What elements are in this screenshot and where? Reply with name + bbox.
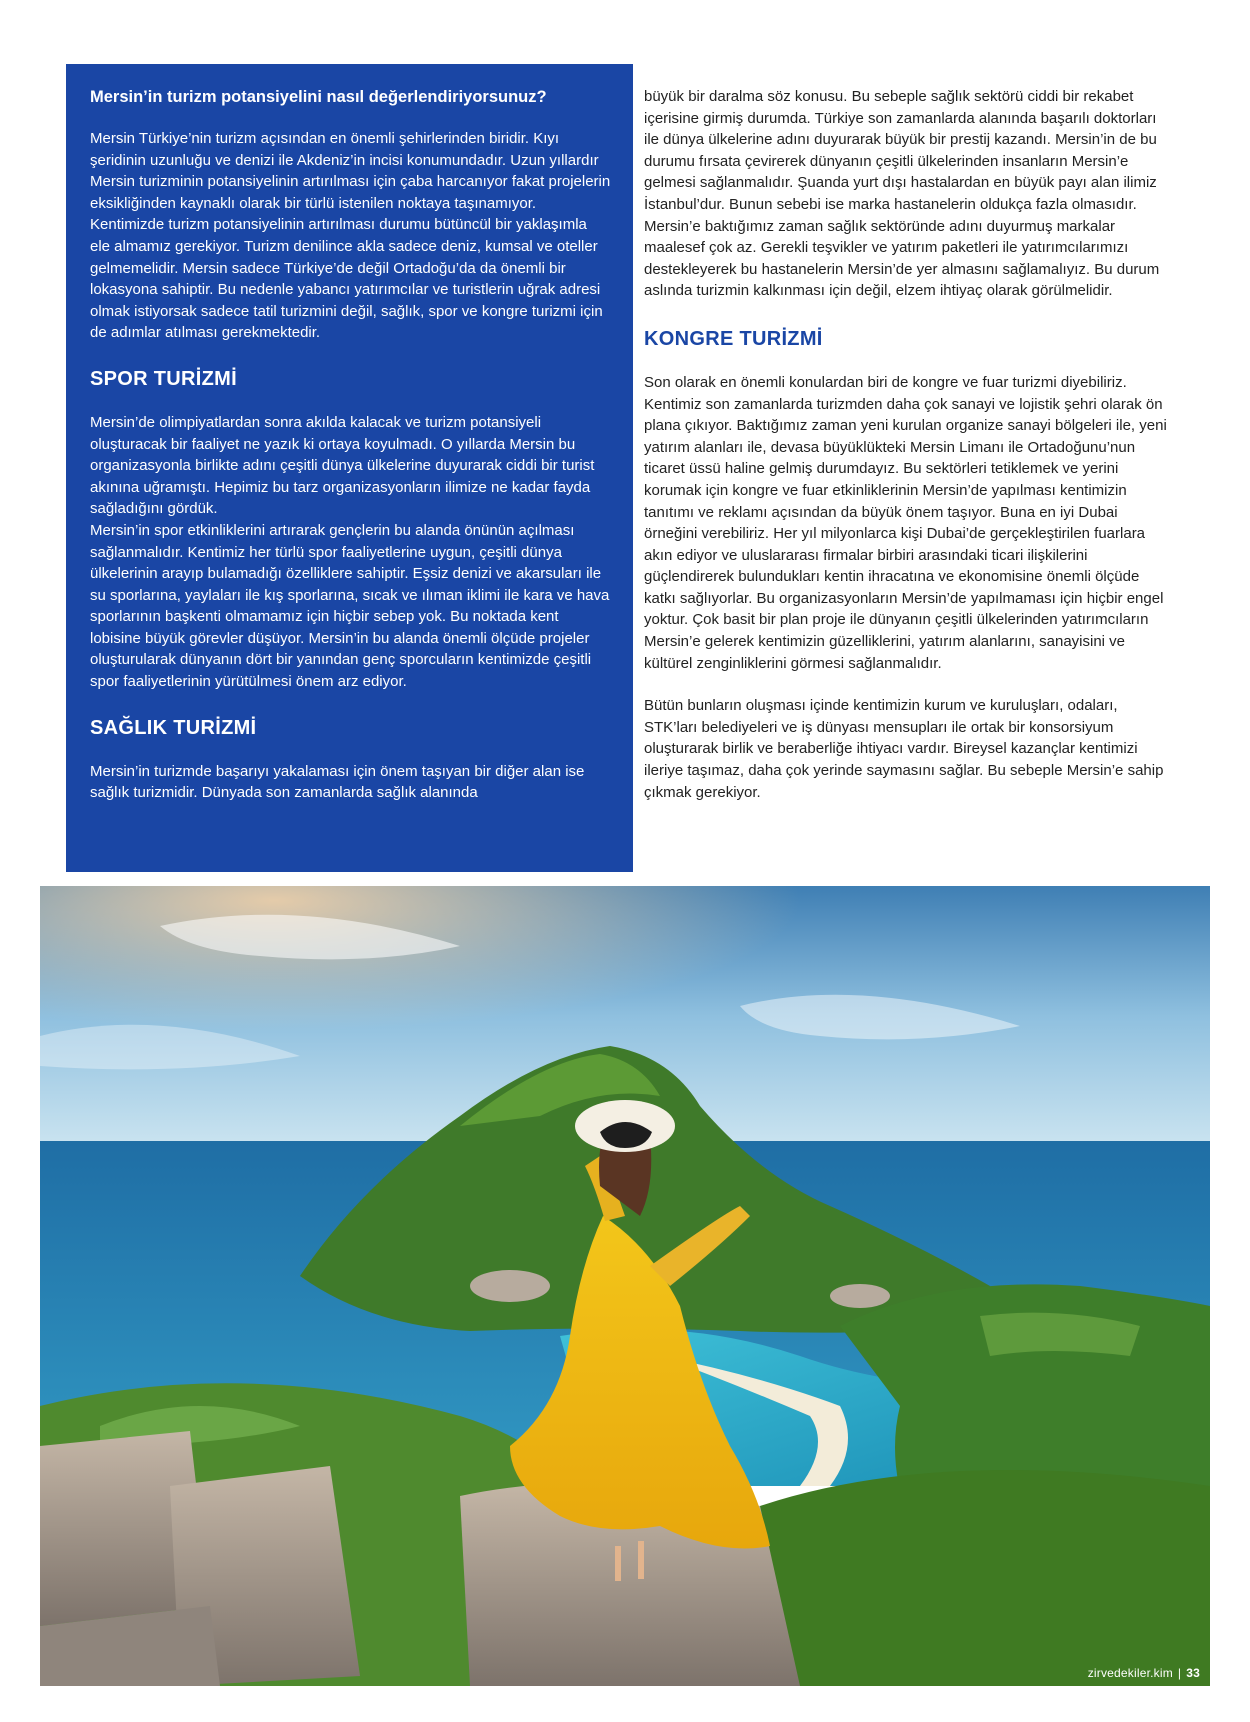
intro-paragraph: Mersin Türkiye’nin turizm açısından en önemli şehirlerinden biridir. Kıyı şeridinin uzunluğu ve denizi ile Akdeniz’in incisi konumundadır. Uzun yıllardır Mersin turizminin potansiyelinin artırılması için çaba harcanıyor fakat projelerin eksikliğinden kaynaklı olarak bir türlü istenilen noktaya taşınamıyor. Kentimizde turizm potansiyelinin artırılması durumu bütüncül bir yaklaşımla ele almamız gerekiyor. Turizm denilince akla sadece deniz, kumsal ve oteller gelmemelidir. Mersin sadece Türkiye’de değil Ortadoğu’da da önemli bir lokasyona sahiptir. Bu nedenle yabancı yatırımcılar ve turistlerin uğrak adresi olmak istiyorsak sadece tatil turizmini değil, sağlık, spor ve kongre turizmi için de adımlar atılması gerekmektedir. xyxy=(90,130,611,342)
page-number: 33 xyxy=(1186,1666,1200,1680)
site-name: zirvedekiler.kim xyxy=(1087,1666,1173,1680)
kongre-heading: KONGRE TURİZMİ xyxy=(644,327,823,350)
saglik-paragraph-start: Mersin’in turizmde başarıyı yakalaması için önem taşıyan bir diğer alan ise sağlık turizmidir. Dünyada son zamanlarda sağlık alanında xyxy=(90,762,585,802)
spor-paragraph-1: Mersin’de olimpiyatlardan sonra akılda kalacak ve turizm potansiyeli oluşturacak bir faaliyet ne yazık ki ortaya koyulmadı. O yıllarda Mersin bu organizasyonla birlikte adını çeşitli dünya ülkelerine duyurarak ciddi bir turist akınına uğramıştı. Hepimiz bu tarz organizasyonların ilimize ne kadar fayda sağladığını gördük. xyxy=(90,413,595,518)
saglik-paragraph-continued: büyük bir daralma söz konusu. Bu sebeple sağlık sektörü ciddi bir rekabet içerisine girmiş durumda. Türkiye son zamanlarda alanında başarılı doktorları ile dünya ülkelerine adını duyurarak büyük bir prestij kazandı. Mersin’in de bu durumu fırsata çevirerek dünyanın çeşitli ülkelerinden insanların Mersin’e gelmesi sağlanmalıdır. Şuanda yurt dışı hastalardan en büyük payı alan ilimiz İstanbul’dur. Bunun sebebi ise marka hastanelerin oldukça fazla olmasıdır. Mersin’e baktığımız zaman sağlık sektöründe adını duyurmuş markalar maalesef çok az. Gerekli teşvikler ve yatırım paketleri ile yatırımcılarımızı destekleyerek bu hastanelerin Mersin’de yer almasını sağlamalıyız. Bu durum aslında turizmin kalkınması için değil, elzem ihtiyaç olarak görülmelidir. xyxy=(644,88,1160,300)
interview-question: Mersin’in turizm potansiyelini nasıl değerlendiriyorsunuz? xyxy=(90,88,547,106)
island-photo xyxy=(40,886,1210,1686)
island-photo-illustration xyxy=(40,886,1210,1686)
interview-box xyxy=(66,64,633,872)
saglik-heading: SAĞLIK TURİZMİ xyxy=(90,716,257,739)
kongre-paragraph-2: Bütün bunların oluşması içinde kentimizin kurum ve kuruluşları, odaları, STK’ları belediyeleri ve iş dünyası mensupları ile ortak bir konsorsiyum oluşturarak birlik ve beraberliğe ihtiyacı vardır. Bireysel kazançlar kentimizi ileriye taşımaz, daha çok yerinde saymasını sağlar. Bu sebeple Mersin’e sahip çıkmak gerekiyor. xyxy=(644,697,1164,801)
page-footer xyxy=(1088,1666,1200,1680)
spor-paragraph-2: Mersin’in spor etkinliklerini artırarak gençlerin bu alanda önünün açılması sağlanmalıdır. Kentimiz her türlü spor faaliyetlerine uygun, çeşitli dünya ülkelerinin arayıp bulamadığı özelliklere sahiptir. Eşsiz denizi ve akarsuları ile su sporlarına, yaylaları ile kış sporlarına, sıcak ve ılıman iklimi ile kara ve hava sporlarının başkenti olmamamız için hiçbir sebep yok. Bu noktada kent lobisine büyük görevler düşüyor. Mersin’in bu alanda önemli ölçüde projeler oluşturularak dünyanın dört bir yanından genç sporcuların kentimizde çeşitli spor faaliyetlerinin yürütülmesi önem arz ediyor. xyxy=(90,521,610,691)
footer-separator: | xyxy=(1177,1666,1182,1680)
right-column xyxy=(644,86,1168,803)
kongre-paragraph-1: Son olarak en önemli konulardan biri de kongre ve fuar turizmi diyebiliriz. Kentimiz son zamanlarda turizmden daha çok sanayi ve lojistik şehri olarak ön plana çıkıyor. Baktığımız zaman yeni kurulan organize sanayi bölgeleri ile, yeni yatırım alanları ile, devasa büyüklükteki Mersin Limanı ile Ortadoğunu’nun ticaret üssü haline gelmiş durumdayız. Bu sektörleri tetiklemek ve yerini korumak için kongre ve fuar etkinliklerinin Mersin’de yapılması kentimizin tanıtımı ve reklamı açısından da büyük önem taşıyor. Buna en iyi Dubai örneğini verebiliriz. Her yıl milyonlarca kişi Dubai’de gerçekleştirilen fuarlara akın ediyor ve uluslararası firmalar birbiri arasındaki ticari ilişkilerini güçlendirerek bulundukları kentin ihracatına ve ekonomisine önemli ölçüde katkı sağlıyorlar. Bu organizasyonların Mersin’de yapılmaması için hiçbir engel yoktur. Çok basit bir plan proje ile dünyanın çeşitli ülkelerinden yatırımcıların Mersin’e gelerek kentimizin güzelliklerini, yatırım alanlarını, sanayisini ve kültürel zenginliklerini görmesi sağlanmalıdır. xyxy=(644,373,1167,672)
spor-heading: SPOR TURİZMİ xyxy=(90,367,237,390)
